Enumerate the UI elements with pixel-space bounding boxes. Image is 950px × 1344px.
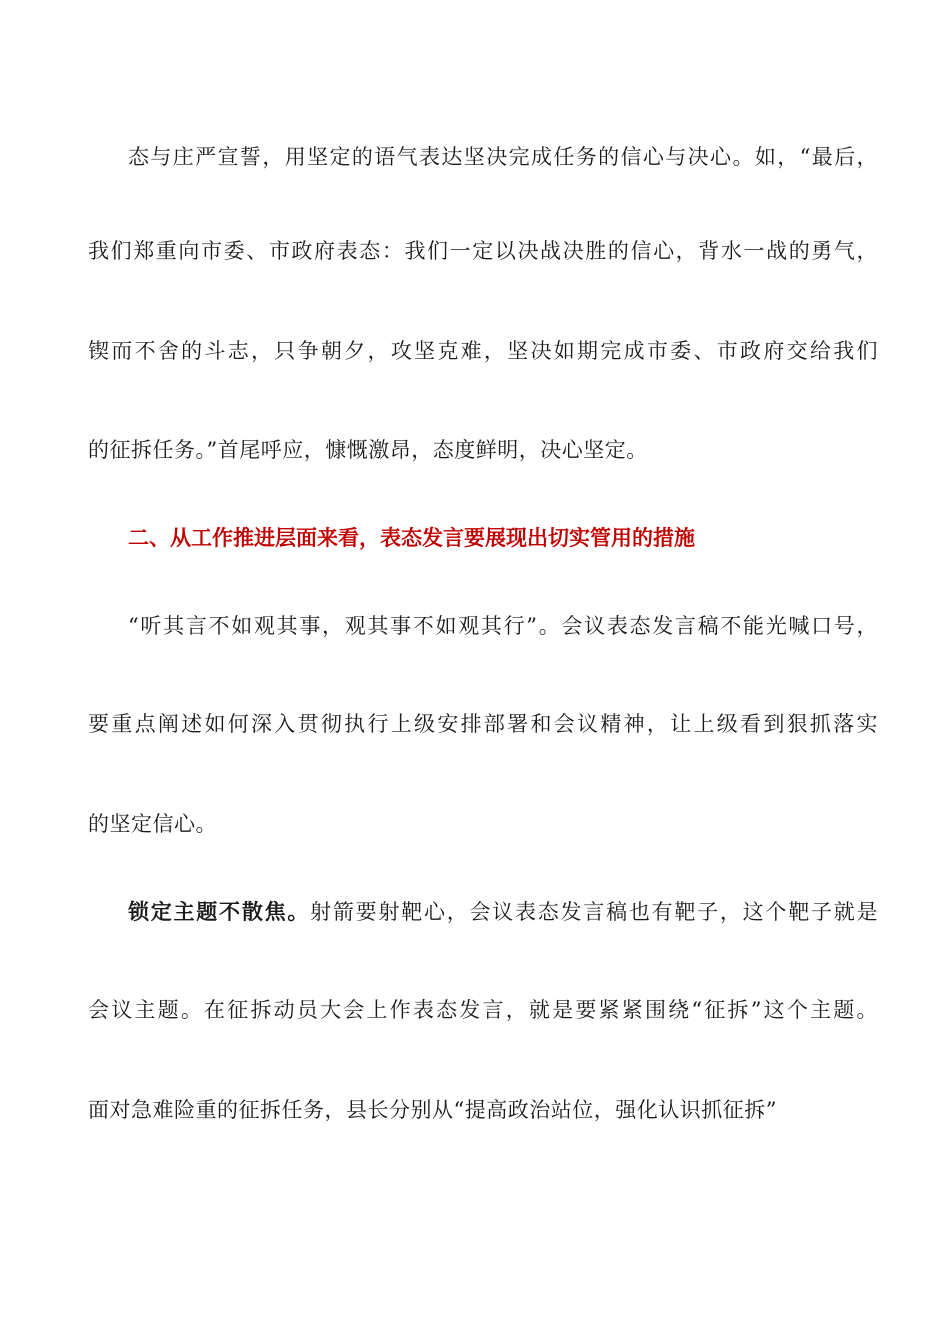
paragraph-3-lead: 锁定主题不散焦。	[128, 899, 311, 924]
paragraph-3-line-1-rest: 射箭要射靶心，会议表态发言稿也有靶子，这个靶子就是	[310, 900, 878, 924]
paragraph-1-line-3: 锲而不舍的斗志，只争朝夕，攻坚克难，坚决如期完成市委、市政府交给我们	[88, 339, 878, 363]
paragraph-2-line-2: 要重点阐述如何深入贯彻执行上级安排部署和会议精神，让上级看到狠抓落实	[88, 712, 878, 736]
paragraph-3-line-2: 会议主题。在征拆动员大会上作表态发言，就是要紧紧围绕“征拆”这个主题。	[88, 998, 878, 1022]
paragraph-1-line-4: 的征拆任务。”首尾呼应，慷慨激昂，态度鲜明，决心坚定。	[88, 438, 648, 462]
paragraph-2-line-3: 的坚定信心。	[88, 812, 217, 836]
paragraph-2-line-1: “听其言不如观其事，观其事不如观其行”。会议表态发言稿不能光喊口号，	[128, 614, 878, 638]
section-heading: 二、从工作推进层面来看，表态发言要展现出切实管用的措施	[128, 525, 695, 550]
paragraph-3-line-1	[128, 898, 878, 926]
paragraph-3-line-3: 面对急难险重的征拆任务，县长分别从“提高政治站位，强化认识抓征拆”	[88, 1098, 777, 1122]
paragraph-1-line-1: 态与庄严宣誓，用坚定的语气表达坚决完成任务的信心与决心。如，“最后，	[128, 145, 878, 169]
paragraph-1-line-2: 我们郑重向市委、市政府表态：我们一定以决战决胜的信心，背水一战的勇气，	[88, 239, 878, 263]
